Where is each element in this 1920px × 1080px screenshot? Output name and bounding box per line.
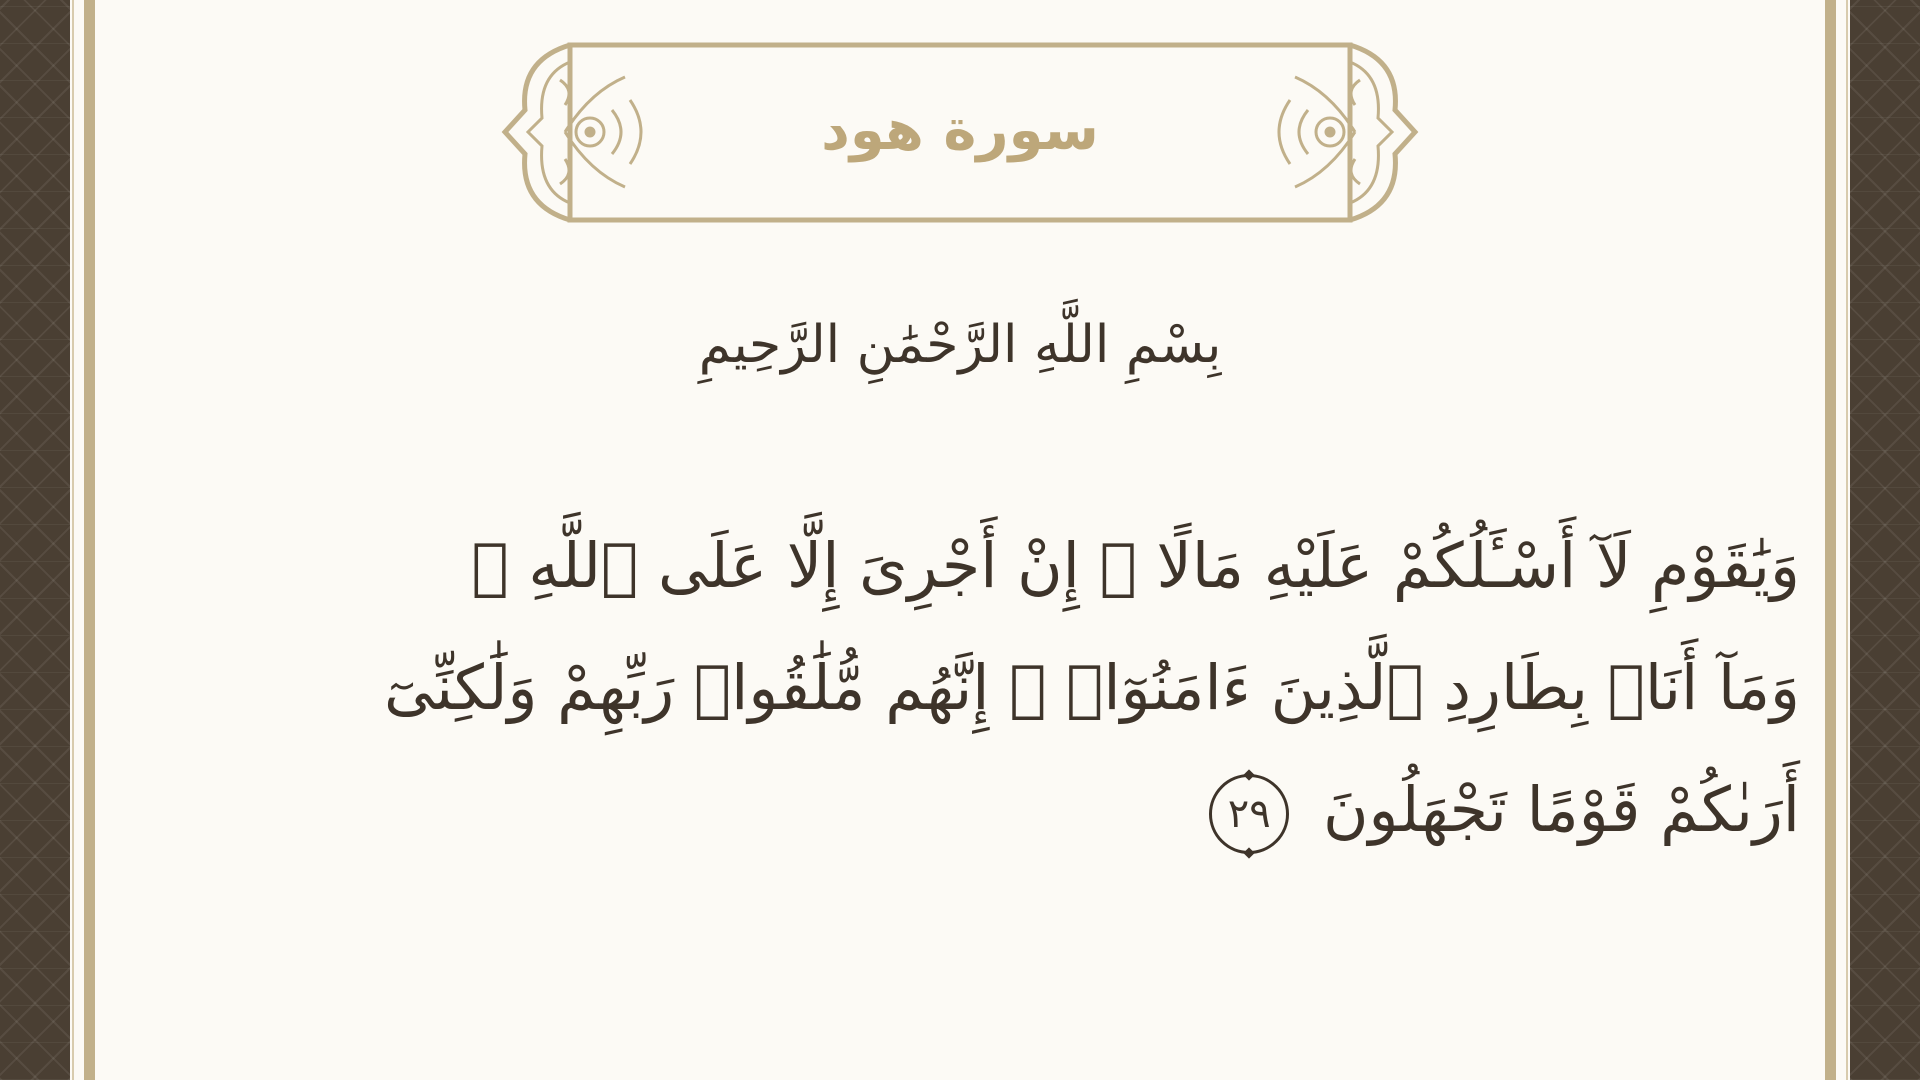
ayah-number: ٢٩ <box>1227 790 1271 837</box>
basmala: بِسْمِ اللَّهِ الرَّحْمَٰنِ الرَّحِيمِ <box>698 315 1222 375</box>
left-gold-rule <box>84 0 95 1080</box>
right-border-pattern <box>1850 0 1920 1080</box>
surah-header-banner <box>500 40 1420 230</box>
right-gold-rule <box>1825 0 1836 1080</box>
verse-block <box>370 505 1800 871</box>
right-thin-rule <box>1846 0 1848 1080</box>
left-border-pattern <box>0 0 70 1080</box>
left-thin-rule <box>72 0 74 1080</box>
verse-text: وَيَٰقَوْمِ لَآ أَسْـَٔلُكُمْ عَلَيْهِ مَالًا ۖ إِنْ أَجْرِىَ إِلَّا عَلَى ٱللَّهِ ۚ وَمَآ أَنَا۠ بِطَارِدِ ٱلَّذِينَ ءَامَنُوٓا۟ ۚ إِنَّهُم مُّلَٰقُوا۟ رَبِّهِمْ وَلَٰكِنِّىٓ أَرَىٰكُمْ قَوْمًا تَجْهَلُونَ <box>384 529 1800 846</box>
surah-title: سورة هود <box>821 97 1099 163</box>
ayah-number-marker <box>1209 774 1289 854</box>
